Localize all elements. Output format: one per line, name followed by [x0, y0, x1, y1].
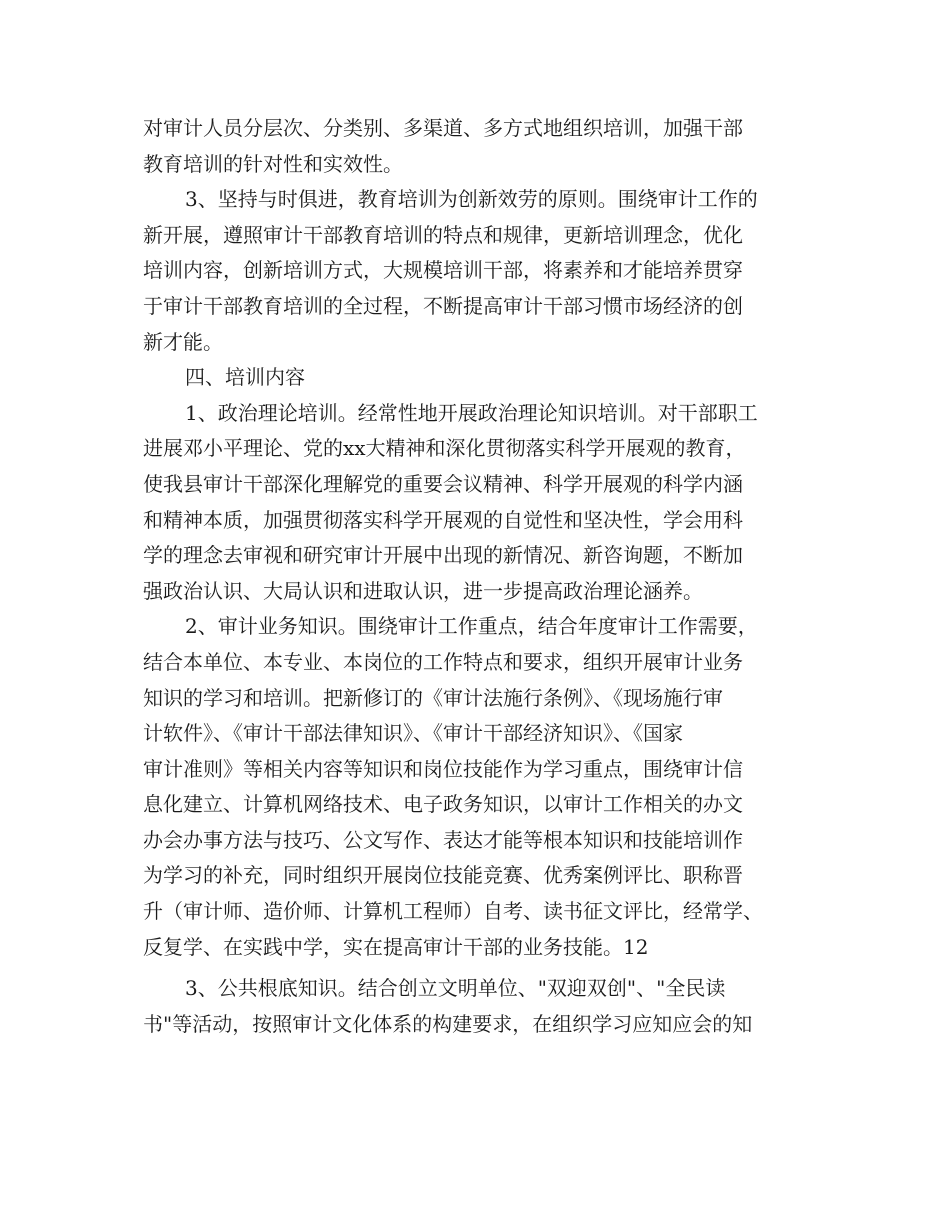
text-line: 3、公共根底知识。结合创立文明单位、"双迎双创"、"全民读: [185, 976, 726, 1001]
text-line: 进展邓小平理论、党的xx大精神和深化贯彻落实科学开展观的教育，: [143, 436, 746, 461]
text-line: 新开展，遵照审计干部教育培训的特点和规律，更新培训理念，优化: [143, 222, 743, 247]
text-line: 书"等活动，按照审计文化体系的构建要求，在组织学习应知应会的知: [143, 1011, 753, 1036]
document-body: [143, 111, 843, 1042]
text-line: 办会办事方法与技巧、公文写作、表达才能等根本知识和技能培训作: [143, 827, 743, 852]
text-line: 学的理念去审视和研究审计开展中出现的新情况、新咨询题，不断加: [143, 543, 743, 568]
text-line: 为学习的补充，同时组织开展岗位技能竞赛、优秀案例评比、职称晋: [143, 863, 743, 888]
text-line: 3、坚持与时俱进，教育培训为创新效劳的原则。围绕审计工作的: [185, 187, 758, 212]
text-line: 对审计人员分层次、分类别、多渠道、多方式地组织培训，加强干部: [143, 116, 743, 140]
text-line: 计软件》、《审计干部法律知识》、《审计干部经济知识》、《国家: [143, 721, 683, 746]
text-line: 审计准则》等相关内容等知识和岗位技能作为学习重点，围绕审计信: [143, 756, 743, 781]
text-line: 四、培训内容: [185, 365, 305, 390]
text-line: 新才能。: [143, 329, 223, 354]
text-line: 反复学、在实践中学，实在提高审计干部的业务技能。12: [143, 934, 649, 959]
text-line: 和精神本质，加强贯彻落实科学开展观的自觉性和坚决性，学会用科: [143, 507, 743, 532]
text-line: 息化建立、计算机网络技术、电子政务知识，以审计工作相关的办文: [143, 792, 743, 817]
text-line: 于审计干部教育培训的全过程，不断提高审计干部习惯市场经济的创: [143, 293, 743, 318]
text-line: 1、政治理论培训。经常性地开展政治理论知识培训。对干部职工: [185, 400, 758, 425]
text-line: 教育培训的针对性和实效性。: [143, 151, 403, 176]
text-line: 强政治认识、大局认识和进取认识，进一步提高政治理论涵养。: [143, 578, 703, 603]
text-line: 使我县审计干部深化理解党的重要会议精神、科学开展观的科学内涵: [143, 471, 743, 496]
text-line: 培训内容，创新培训方式，大规模培训干部，将素养和才能培养贯穿: [143, 258, 743, 283]
text-line: 知识的学习和培训。把新修订的《审计法施行条例》、《现场施行审: [143, 685, 723, 710]
text-line: 2、审计业务知识。围绕审计工作重点，结合年度审计工作需要，: [185, 614, 758, 639]
text-line: 升（审计师、造价师、计算机工程师）自考、读书征文评比，经常学、: [143, 899, 763, 924]
text-line: 结合本单位、本专业、本岗位的工作特点和要求，组织开展审计业务: [143, 649, 743, 674]
